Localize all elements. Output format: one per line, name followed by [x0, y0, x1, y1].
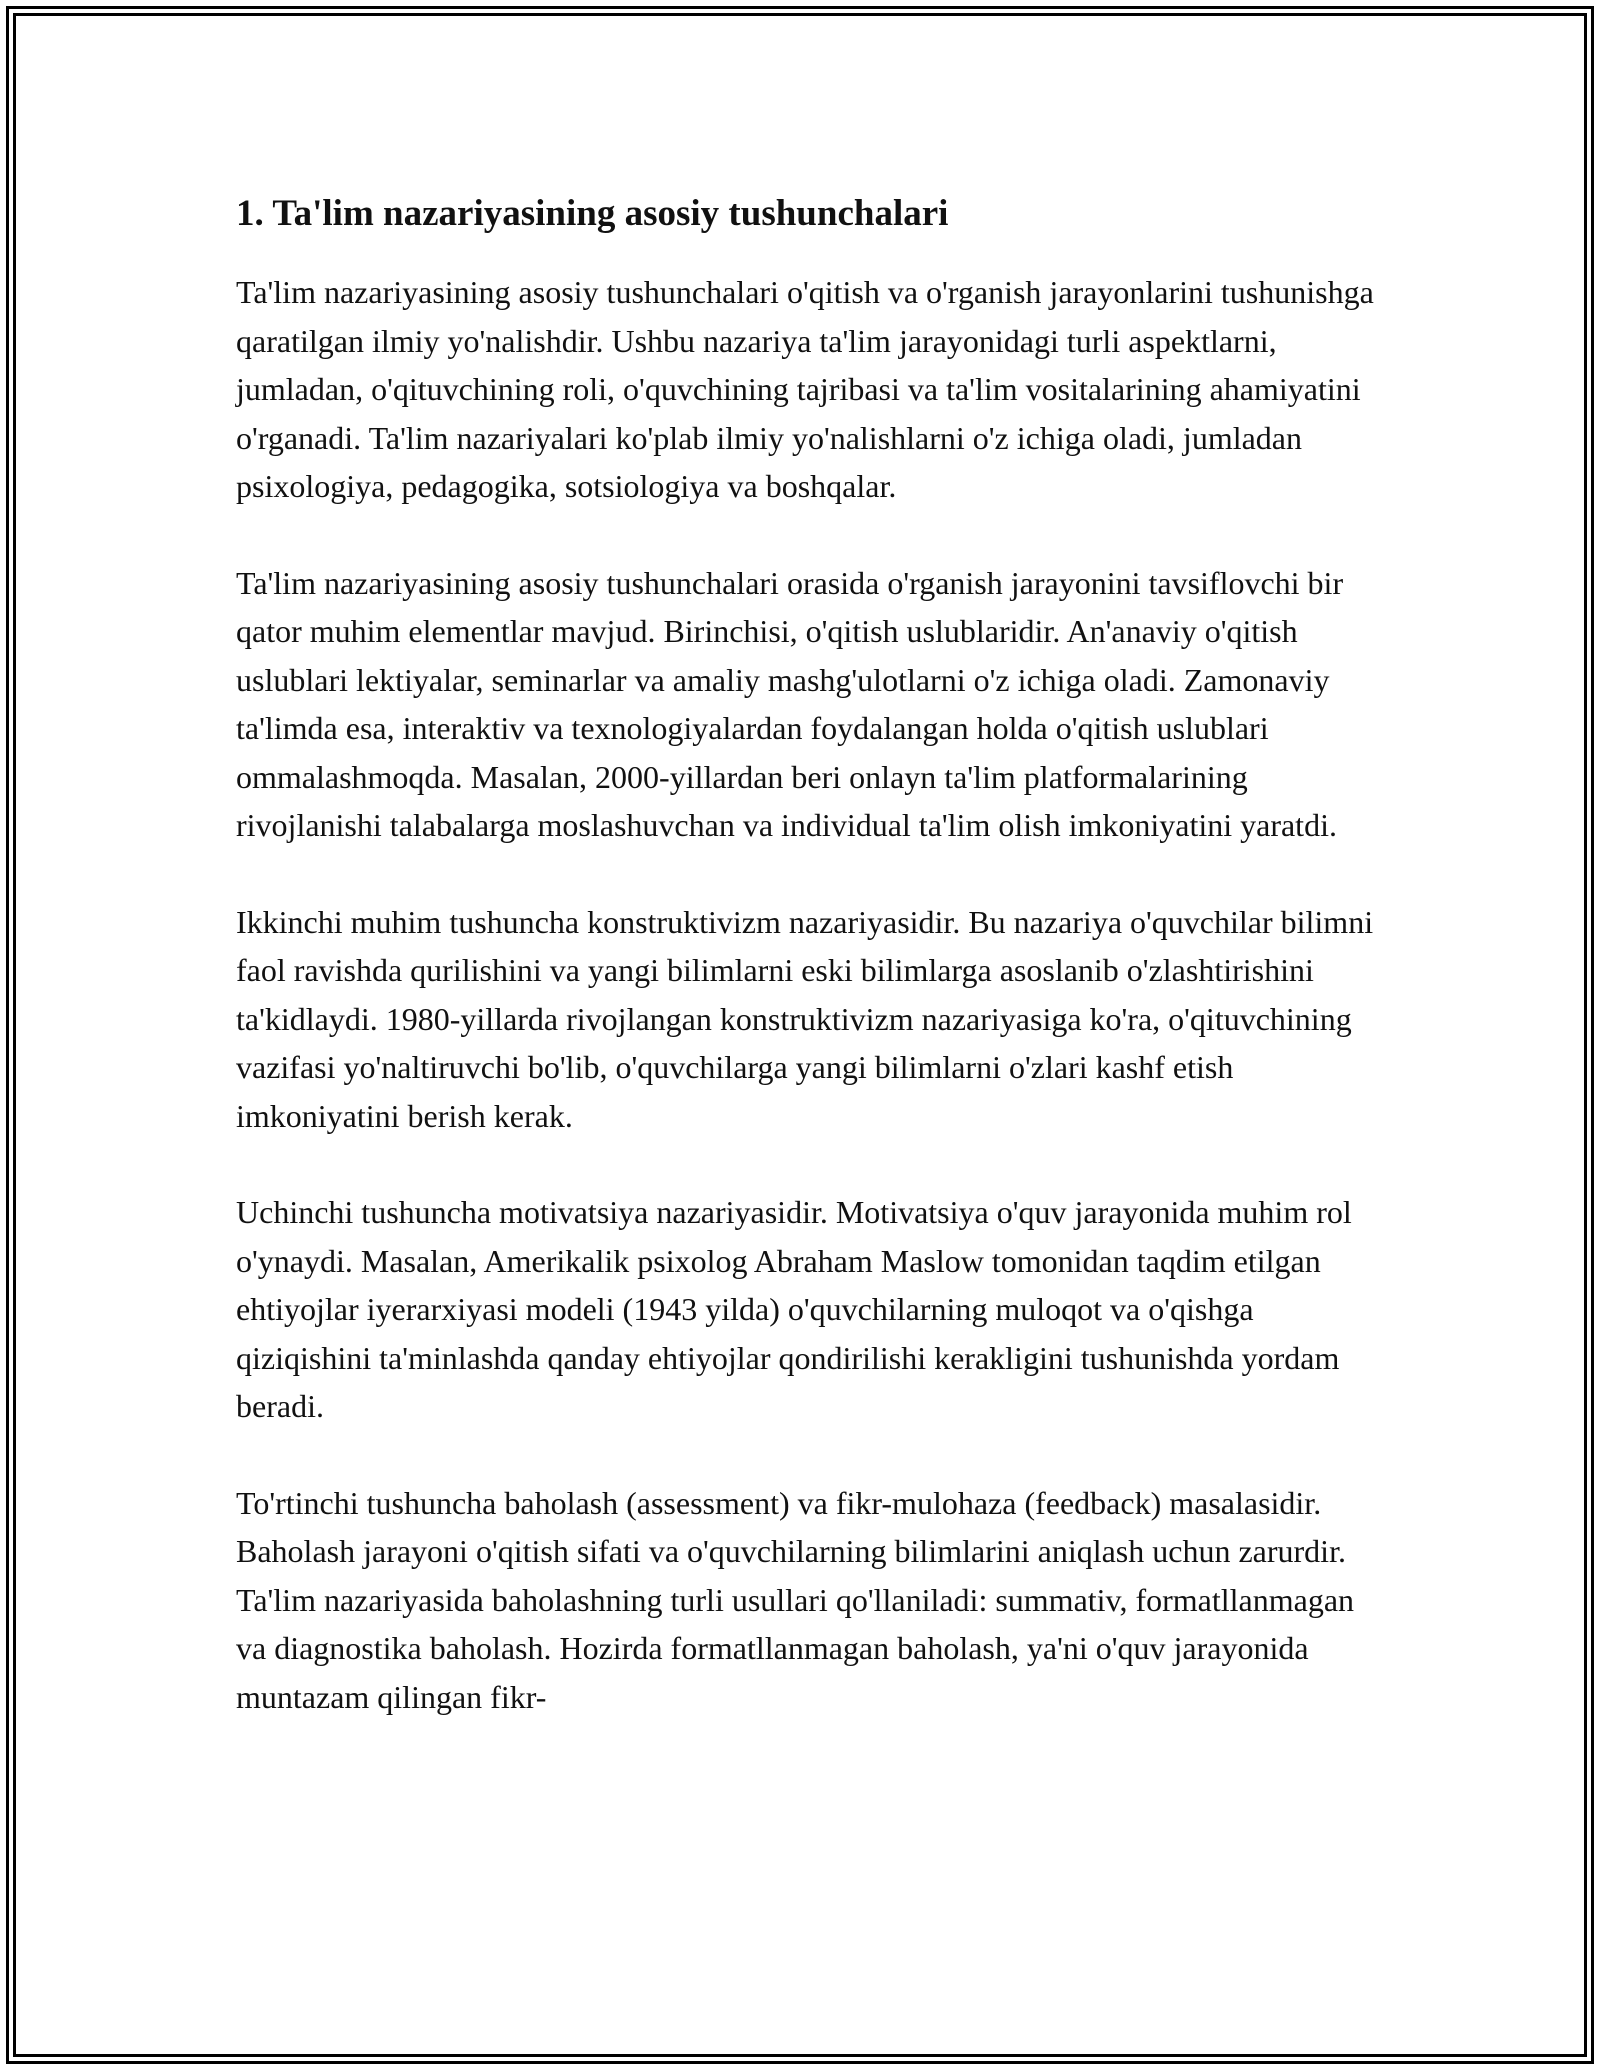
paragraph-2: Ta'lim nazariyasining asosiy tushunchalari orasida o'rganish jarayonini tavsiflovchi bir qator muhim elementlar mavjud. Birinchisi, o'qitish uslublaridir. An'anaviy o'qitish uslublari lektiyalar, seminarlar va amaliy mashg'ulotlarni o'z ichiga oladi. Zamonaviy ta'limda esa, interaktiv va texnologiyalardan foydalangan holda o'qitish uslublari ommalashmoqda. Masalan, 2000-yillardan beri onlayn ta'lim platformalarining rivojlanishi talabalarga moslashuvchan va individual ta'lim olish imkoniyatini yaratdi. — [236, 564, 1344, 843]
paragraph-3: Ikkinchi muhim tushuncha konstruktivizm nazariyasidir. Bu nazariya o'quvchilar bilimni faol ravishda qurilishini va yangi bilimlarni eski bilimlarga asoslanib o'zlashtirishini ta'kidlaydi. 1980-yillarda rivojlangan konstruktivizm nazariyasiga ko'ra, o'qituvchining vazifasi yo'naltiruvchi bo'lib, o'quvchilarga yangi bilimlarni o'zlari kashf etish imkoniyatini berish kerak. — [236, 903, 1374, 1134]
paragraph-4: Uchinchi tushuncha motivatsiya nazariyasidir. Motivatsiya o'quv jarayonida muhim rol o'ynaydi. Masalan, Amerikalik psixolog Abraham Maslow tomonidan taqdim etilgan ehtiyojlar iyerarxiyasi modeli (1943 yilda) o'quvchilarning muloqot va o'qishga qiziqishini ta'minlashda qanday ehtiyojlar qondirilishi kerakligini tushunishda yordam beradi. — [236, 1194, 1352, 1424]
section-heading: 1. Ta'lim nazariyasining asosiy tushunchalari — [236, 193, 949, 234]
paragraph-5: To'rtinchi tushuncha baholash (assessment) va fikr-mulohaza (feedback) masalasidir. Baholash jarayoni o'qitish sifati va o'quvchilarning bilimlarini aniqlash uchun zarurdir. Ta'lim nazariyasida baholashning turli usullari qo'llaniladi: summativ, formatllanmagan va diagnostika baholash. Hozirda formatllanmagan baholash, ya'ni o'quv jarayonida muntazam qilingan fikr- — [236, 1484, 1355, 1715]
document-body — [236, 186, 1376, 1769]
paragraph-1: Ta'lim nazariyasining asosiy tushunchalari o'qitish va o'rganish jarayonlarini tushunishga qaratilgan ilmiy yo'nalishdir. Ushbu nazariya ta'lim jarayonidagi turli aspektlarni, jumladan, o'qituvchining roli, o'quvchining tajribasi va ta'lim vositalarining ahamiyatini o'rganadi. Ta'lim nazariyalari ko'plab ilmiy yo'nalishlarni o'z ichiga oladi, jumladan psixologiya, pedagogika, sotsiologiya va boshqalar. — [236, 274, 1374, 504]
